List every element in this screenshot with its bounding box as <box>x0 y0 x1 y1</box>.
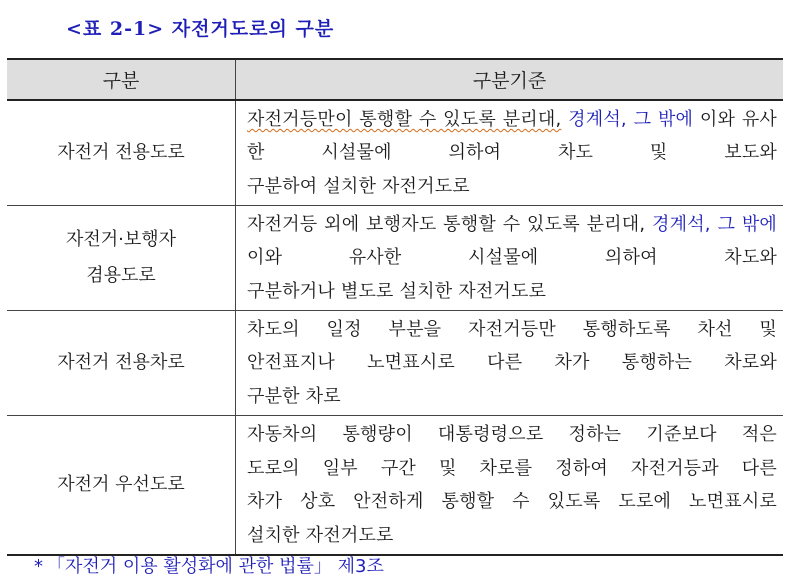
criteria-text: 이와 유사한 시설물에 의하여 차도 및 보도와 <box>247 108 778 164</box>
row-criteria <box>236 100 784 206</box>
criteria-text: 구분하여 설치한 자전거도로 <box>247 175 470 197</box>
table-header-row <box>7 59 783 100</box>
criteria-text: 안전표지나 노면표시로 다른 차가 통행하는 차로와 <box>247 352 777 374</box>
criteria-text: 이와 유사한 시설물에 의하여 차도와 <box>247 247 777 269</box>
table-row <box>7 416 783 556</box>
row-criteria <box>236 416 784 556</box>
table-row <box>7 100 783 206</box>
criteria-text: 구분하거나 별도로 설치한 자전거도로 <box>247 280 547 302</box>
row-category: 자전거 전용도로 <box>7 100 236 206</box>
criteria-highlight: 경계석, 그 밖에 <box>652 213 778 235</box>
classification-table <box>7 58 783 546</box>
row-category-line: 자전거·보행자 <box>65 229 177 250</box>
criteria-text: 자전거등만이 통행할 수 있도록 분리대, <box>247 108 562 130</box>
header-criteria: 구분기준 <box>236 59 784 100</box>
criteria-highlight: 경계석, 그 밖에 <box>568 108 694 130</box>
row-category: 자전거 전용차로 <box>7 311 236 416</box>
header-category: 구분 <box>7 59 236 100</box>
criteria-text: 설치한 자전거도로 <box>247 524 394 546</box>
source-note <box>34 552 384 578</box>
table-row <box>7 206 783 311</box>
criteria-text: 구분한 차로 <box>247 385 341 407</box>
criteria-text: 도로의 일부 구간 및 차로를 정하여 자전거등과 다른 <box>247 457 777 479</box>
row-category <box>7 206 236 311</box>
criteria-text: 차도의 일정 부분을 자전거등만 통행하도록 차선 및 <box>247 318 777 340</box>
row-category: 자전거 우선도로 <box>7 416 236 556</box>
asterisk-mark: * <box>34 556 43 577</box>
source-text: 「자전거 이용 활성화에 관한 법률」 제3조 <box>47 556 384 577</box>
row-criteria <box>236 206 784 311</box>
criteria-text: 차가 상호 안전하게 통행할 수 있도록 도로에 노면표시로 <box>247 491 777 512</box>
row-category-line: 겸용도로 <box>86 265 156 286</box>
row-criteria <box>236 311 784 416</box>
table-caption: <표 2-1> 자전거도로의 구분 <box>66 18 335 40</box>
criteria-text: 자전거등 외에 보행자도 통행할 수 있도록 분리대, <box>247 213 646 235</box>
table-row <box>7 311 783 416</box>
criteria-text: 자동차의 통행량이 대통령령으로 정하는 기준보다 적은 <box>247 424 777 445</box>
